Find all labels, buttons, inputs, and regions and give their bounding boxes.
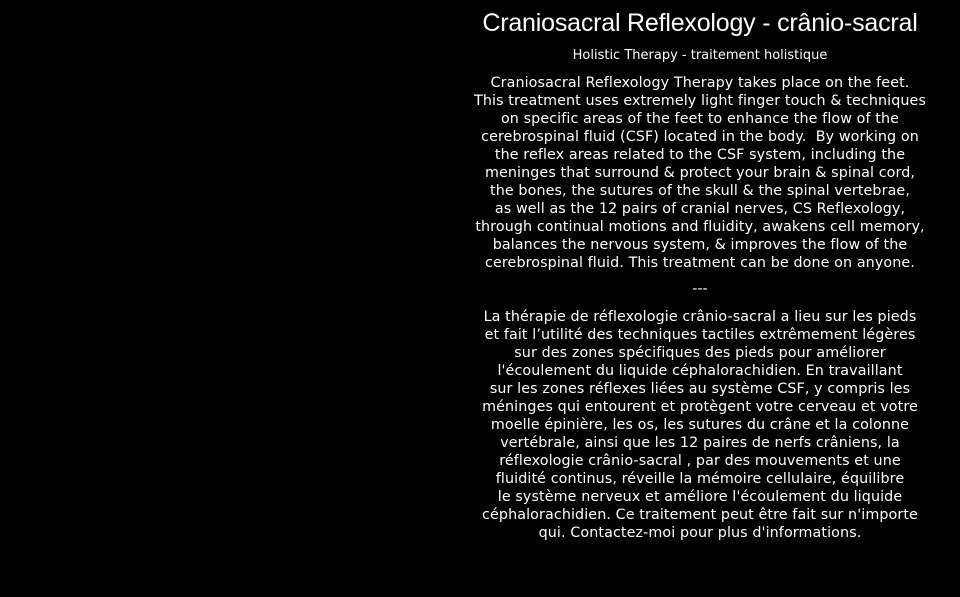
french-line: moelle épinière, les os, les sutures du crâne et la colonne xyxy=(490,417,910,433)
french-line: le système nerveux et améliore l'écoulement du liquide xyxy=(497,489,903,505)
french-line: et fait l’utilité des techniques tactiles extrêmement légères xyxy=(484,327,916,343)
content-column xyxy=(440,6,960,542)
english-line: This treatment uses extremely light finger touch & techniques xyxy=(474,93,926,109)
french-line: vertébrale, ainsi que les 12 paires de nerfs crâniens, la xyxy=(500,435,900,451)
english-line: meninges that surround & protect your brain & spinal cord, xyxy=(484,165,916,181)
french-line: céphalorachidien. Ce traitement peut être fait sur n'importe xyxy=(482,507,918,523)
english-line: the bones, the sutures of the skull & the spinal vertebrae, xyxy=(490,183,910,199)
french-description xyxy=(440,308,960,542)
english-line: as well as the 12 pairs of cranial nerves, CS Reflexology, xyxy=(494,201,906,217)
english-line: Craniosacral Reflexology Therapy takes place on the feet. xyxy=(490,75,910,91)
french-line: La thérapie de réflexologie crânio-sacral a lieu sur les pieds xyxy=(483,309,917,325)
french-line: méninges qui entourent et protègent votre cerveau et votre xyxy=(482,399,918,415)
french-line: l'écoulement du liquide céphalorachidien. En travaillant xyxy=(497,363,903,379)
english-line: balances the nervous system, & improves the flow of the xyxy=(492,237,908,253)
english-line: cerebrospinal fluid. This treatment can be done on anyone. xyxy=(485,255,915,271)
section-separator: --- xyxy=(692,281,708,297)
english-line: through continual motions and fluidity, awakens cell memory, xyxy=(475,219,925,235)
french-line: fluidité continus, réveille la mémoire cellulaire, équilibre xyxy=(495,471,905,487)
english-line: cerebrospinal fluid (CSF) located in the body. By working on xyxy=(481,129,919,145)
page-subtitle: Holistic Therapy - traitement holistique xyxy=(572,48,828,63)
french-line: sur les zones réflexes liées au système CSF, y compris les xyxy=(489,381,911,397)
english-description xyxy=(440,74,960,272)
page-title: Craniosacral Reflexology - crânio-sacral xyxy=(482,9,918,37)
french-line: sur des zones spécifiques des pieds pour améliorer xyxy=(514,345,886,361)
english-line: on specific areas of the feet to enhance the flow of the xyxy=(500,111,900,127)
french-line: réflexologie crânio-sacral , par des mouvements et une xyxy=(499,453,901,469)
english-line: the reflex areas related to the CSF system, including the xyxy=(494,147,906,163)
french-line: qui. Contactez-moi pour plus d'informations. xyxy=(538,525,862,541)
